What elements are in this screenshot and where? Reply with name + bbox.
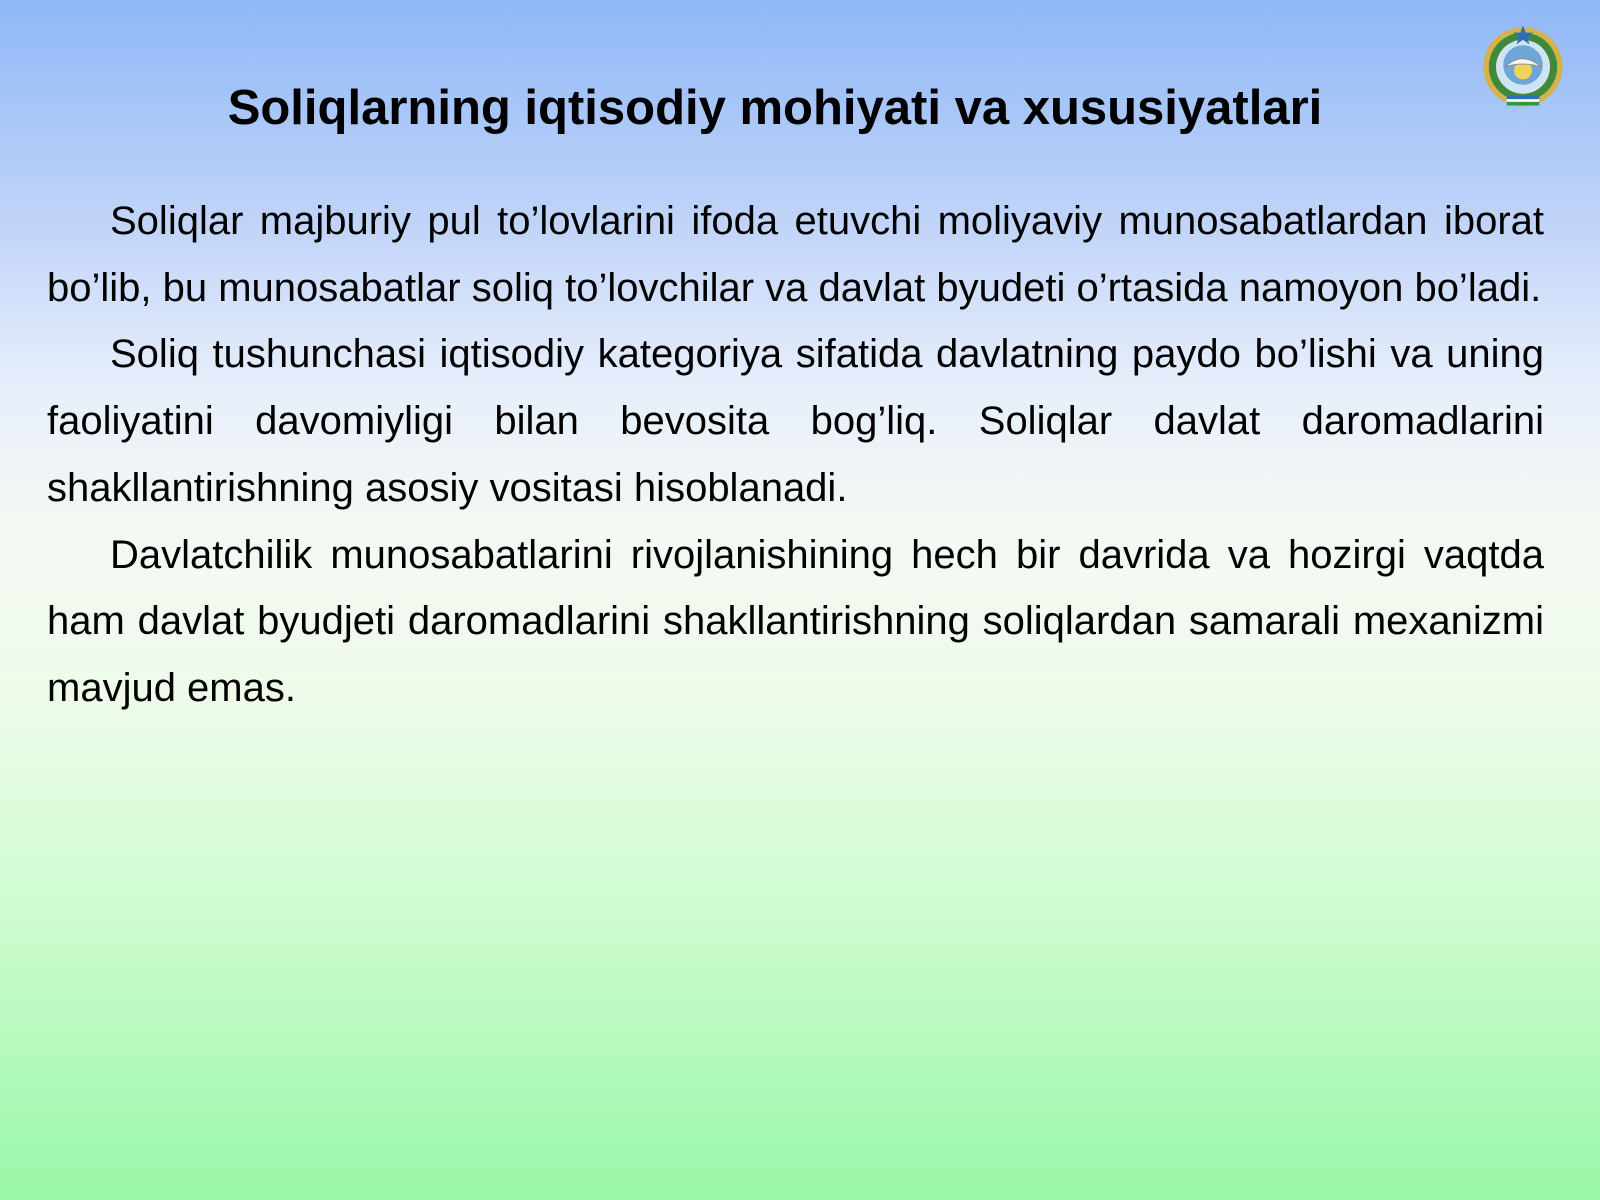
paragraph-2: Soliq tushunchasi iqtisodiy kategoriya sifatida davlatning paydo bo’lishi va uning faoliyatini davomiyligi bilan bevosita bog’liq. Soliqlar davlat daromadlarini shakllantirishning asosiy vositasi hisoblanadi. bbox=[47, 332, 1544, 510]
state-emblem-icon bbox=[1478, 20, 1568, 110]
paragraph-1: Soliqlar majburiy pul to’lovlarini ifoda etuvchi moliyaviy munosabatlardan iborat bo’lib, bu munosabatlar soliq to’lovchilar va davlat byudeti o’rtasida namoyon bo’ladi. bbox=[47, 199, 1544, 310]
slide-body bbox=[47, 188, 1544, 722]
page-title: Soliqlarning iqtisodiy mohiyati va xususiyatlari bbox=[227, 81, 1323, 135]
paragraph-3: Davlatchilik munosabatlarini rivojlanishining hech bir davrida va hozirgi vaqtda ham davlat byudjeti daromadlarini shakllantirishning soliqlardan samarali mexanizmi mavjud emas. bbox=[47, 532, 1544, 710]
